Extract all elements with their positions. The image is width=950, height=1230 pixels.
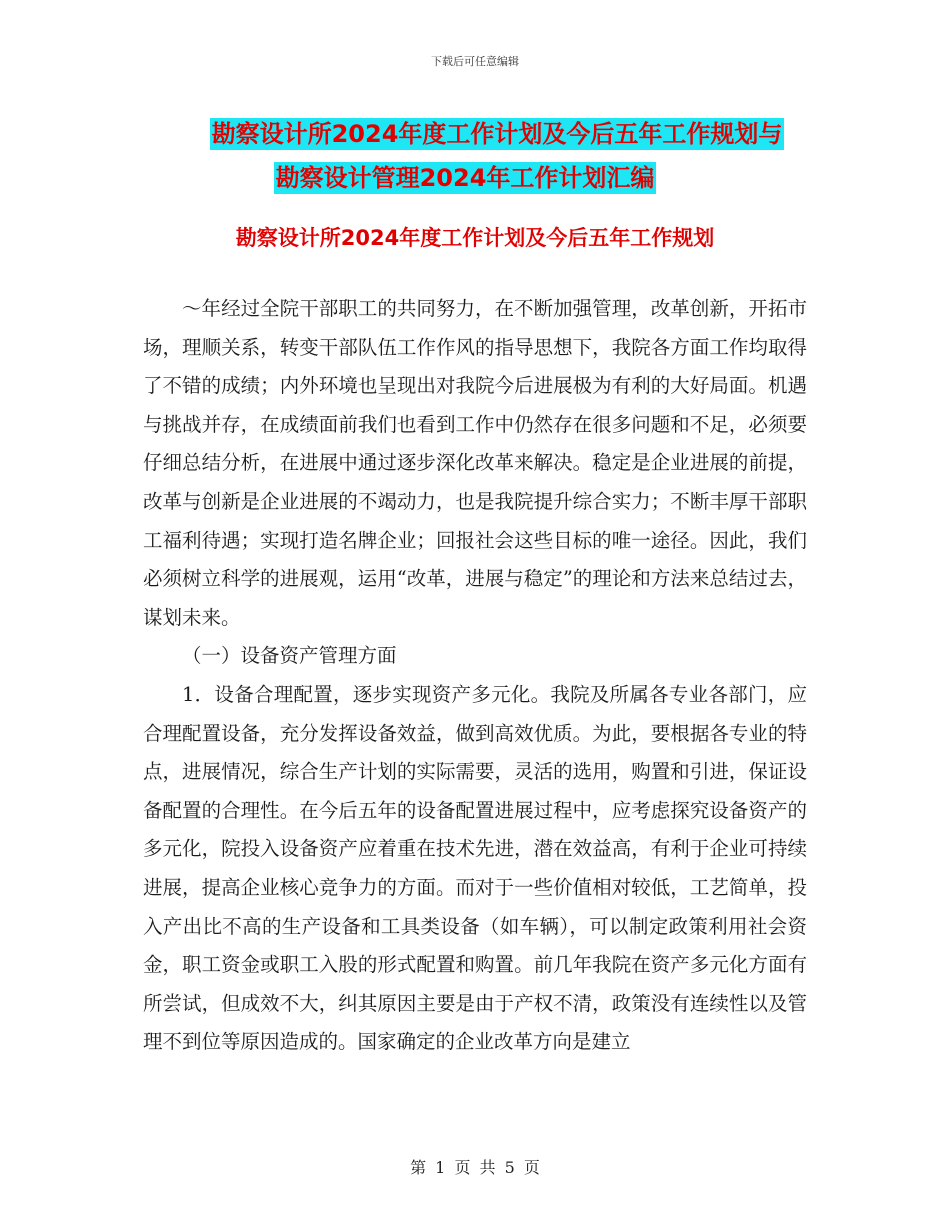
page-footer: 第 1 页 共 5 页: [410, 1158, 540, 1177]
main-title-line-2: [0, 158, 940, 193]
document-body: [143, 290, 807, 1062]
main-title-line-1-text: 勘察设计所2024年度工作计划及今后五年工作规划与: [211, 120, 783, 148]
header-note: 下载后可任意编辑: [431, 55, 519, 68]
section-heading-equipment: （一）设备资产管理方面: [182, 644, 397, 668]
main-title-line-1: [22, 114, 950, 149]
section-subtitle: 勘察设计所2024年度工作计划及今后五年工作规划: [235, 226, 715, 250]
paragraph-equipment-1: 1．设备合理配置，逐步实现资产多元化。我院及所属各专业各部门，应合理配置设备，充分发挥设备效益，做到高效优质。为此，要根据各专业的特点，进展情况，综合生产计划的实际需要，灵活的选用，购置和引进，保证设备配置的合理性。在今后五年的设备配置进展过程中，应考虑探究设备资产的多元化，院投入设备资产应着重在技术先进，潜在效益高，有利于企业可持续进展，提高企业核心竞争力的方面。而对于一些价值相对较低，工艺简单，投入产出比不高的生产设备和工具类设备（如车辆），可以制定政策利用社会资金，职工资金或职工入股的形式配置和购置。前几年我院在资产多元化方面有所尝试，但成效不大，纠其原因主要是由于产权不清，政策没有连续性以及管理不到位等原因造成的。国家确定的企业改革方向是建立: [143, 682, 807, 1054]
paragraph-intro: ～年经过全院干部职工的共同努力，在不断加强管理，改革创新，开拓市场，理顺关系，转变干部队伍工作作风的指导思想下，我院各方面工作均取得了不错的成绩；内外环境也呈现出对我院今后进展极为有利的大好局面。机遇与挑战并存，在成绩面前我们也看到工作中仍然存在很多问题和不足，必须要仔细总结分析，在进展中通过逐步深化改革来解决。稳定是企业进展的前提，改革与创新是企业进展的不竭动力，也是我院提升综合实力；不断丰厚干部职工福利待遇；实现打造名牌企业；回报社会这些目标的唯一途径。因此，我们必须树立科学的进展观，运用“改革，进展与稳定”的理论和方法来总结过去，谋划未来。: [143, 297, 807, 629]
main-title-line-2-text: 勘察设计管理2024年工作计划汇编: [275, 164, 655, 192]
